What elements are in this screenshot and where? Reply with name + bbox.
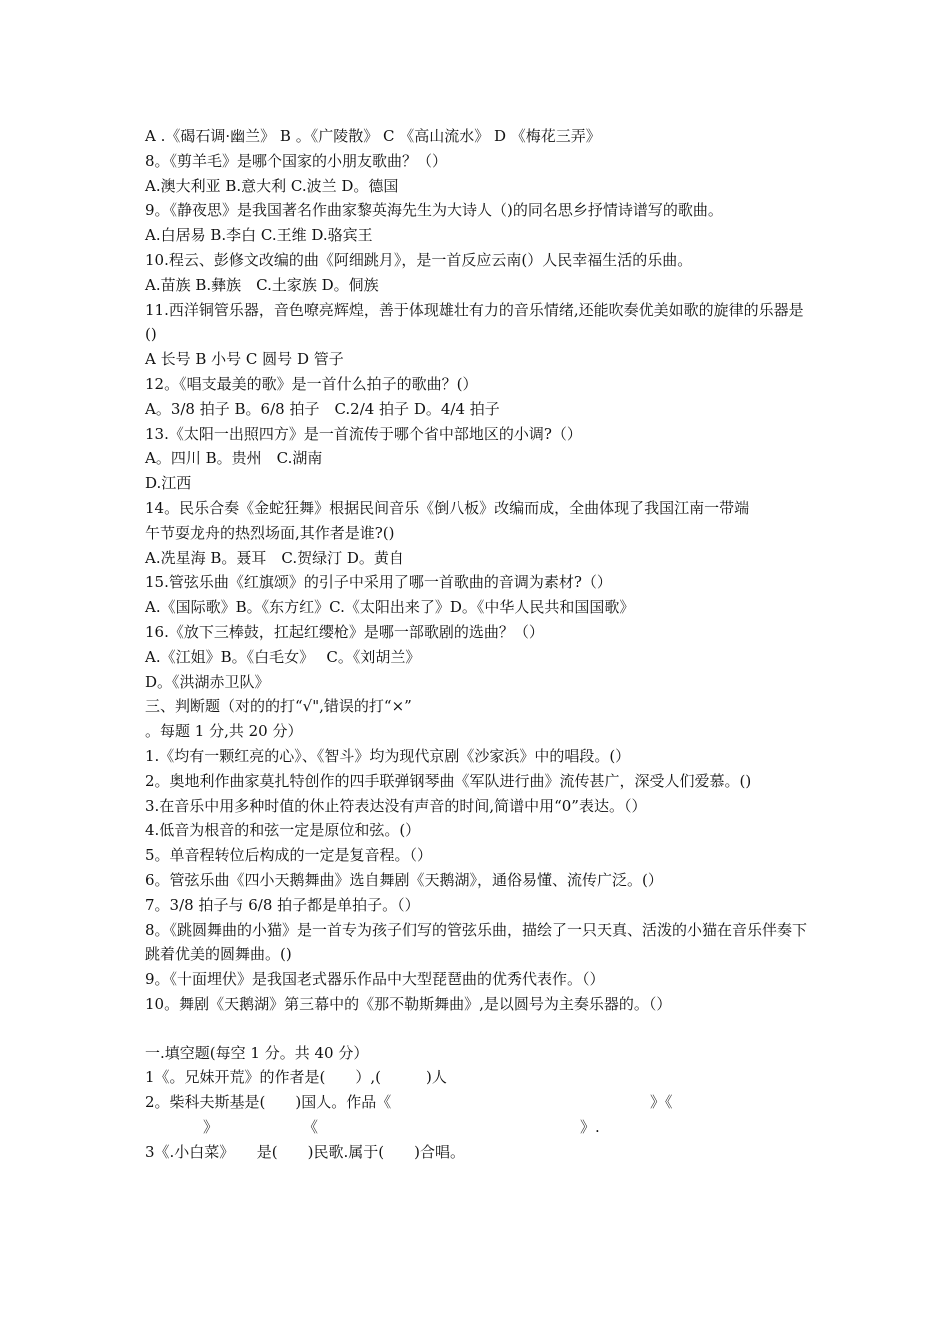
fill-q1: 1《。兄妹开荒》的作者是( ）,( )人 [145, 1068, 447, 1087]
question-16: 16.《放下三棒鼓，扛起红缨枪》是哪一部歌剧的选曲？（） [145, 622, 544, 641]
judge-1: 1.《均有一颗红亮的心》、《智斗》均为现代京剧《沙家浜》中的唱段。(） [145, 746, 631, 765]
options-q16-b: D。《洪湖赤卫队》 [145, 672, 270, 691]
question-12: 12。《唱支最美的歌》是一首什么拍子的歌曲？(） [145, 374, 478, 393]
section-3-heading-cont: 。每题 1 分,共 20 分） [145, 722, 303, 741]
option-line-q7: A .《碣石调·幽兰》 B 。《广陵散》 C 《高山流水》 D 《梅花三弄》 [145, 127, 601, 145]
section-gap [145, 1017, 815, 1041]
options-q16-a: A.《江姐》B。《白毛女》 C。《刘胡兰》 [145, 647, 421, 666]
judge-7: 7。3/8 拍子与 6/8 拍子都是单拍子。（） [145, 895, 420, 914]
question-13: 13.《太阳一出照四方》是一首流传于哪个省中部地区的小调?（） [145, 424, 582, 443]
options-q9: A.白居易 B.李白 C.王维 D.骆宾王 [145, 226, 373, 245]
question-14-cont: 午节耍龙舟的热烈场面,其作者是谁?() [145, 523, 395, 542]
question-14: 14。民乐合奏《金蛇狂舞》根据民间音乐《倒八板》改编而成，全曲体现了我国江南一带端 [145, 498, 750, 517]
fill-q2-bracket-3: 《 [303, 1118, 319, 1137]
options-q15: A.《国际歌》B。《东方红》C.《太阳出来了》D。《中华人民共和国国歌》 [145, 598, 635, 617]
fill-q2-bracket-4: 》. [580, 1118, 600, 1137]
fill-q2-bracket-2: 》 [203, 1118, 219, 1137]
judge-8: 8。《跳圆舞曲的小猫》是一首专为孩子们写的管弦乐曲，描绘了一只天真、活泼的小猫在音乐伴奏下跳着优美的圆舞曲。() [145, 920, 808, 964]
fill-q2-line2 [145, 1115, 815, 1140]
fill-q2-bracket-1: 》《 [650, 1093, 673, 1112]
question-8: 8。《剪羊毛》是哪个国家的小朋友歌曲？（） [145, 151, 448, 170]
judge-6: 6。管弦乐曲《四小天鹅舞曲》选自舞剧《天鹅湖》，通俗易懂、流传广泛。(） [145, 870, 663, 889]
fill-section-heading: 一.填空题(每空 1 分。共 40 分） [145, 1043, 369, 1062]
options-q10: A.苗族 B.彝族 C.土家族 D。侗族 [145, 275, 379, 294]
question-9: 9。《静夜思》是我国著名作曲家黎英海先生为大诗人（)的同名思乡抒情诗谱写的歌曲。 [145, 201, 723, 220]
options-q13-a: A。四川 B。贵州 C.湖南 [145, 449, 323, 468]
judge-4: 4.低音为根音的和弦一定是原位和弦。(） [145, 821, 421, 840]
question-10: 10.程云、彭修文改编的曲《阿细跳月》，是一首反应云南(）人民幸福生活的乐曲。 [145, 250, 693, 269]
judge-2: 2。奥地利作曲家莫扎特创作的四手联弹钢琴曲《军队进行曲》流传甚广，深受人们爱慕。() [145, 771, 752, 790]
options-q13-b: D.江西 [145, 474, 192, 493]
judge-9: 9。《十面埋伏》是我国老式器乐作品中大型琵琶曲的优秀代表作。（） [145, 970, 605, 989]
judge-5: 5。单音程转位后构成的一定是复音程。（） [145, 846, 433, 865]
options-q8: A.澳大利亚 B.意大利 C.波兰 D。德国 [145, 176, 399, 195]
fill-q2-line1 [145, 1090, 815, 1115]
options-q14: A.冼星海 B。聂耳 C.贺绿汀 D。黄自 [145, 548, 404, 567]
options-q12: A。3/8 拍子 B。6/8 拍子 C.2/4 拍子 D。4/4 拍子 [145, 399, 500, 418]
section-3-heading: 三、判断题（对的的打“√",错误的打“×” [145, 697, 412, 716]
judge-3: 3.在音乐中用多种时值的休止符表达没有声音的时间,简谱中用“0”表达。（） [145, 796, 647, 815]
question-15: 15.管弦乐曲《红旗颂》的引子中采用了哪一首歌曲的音调为素材?（） [145, 573, 612, 592]
fill-q3: 3《.小白菜》 是( )民歌.属于( )合唱。 [145, 1142, 465, 1161]
judge-10: 10。舞剧《天鹅湖》第三幕中的《那不勒斯舞曲》,是以圆号为主奏乐器的。（） [145, 994, 672, 1013]
question-11: 11.西洋铜管乐器，音色嘹亮辉煌，善于体现雄壮有力的音乐情绪,还能吹奏优美如歌的旋律的乐器是() [145, 300, 804, 344]
document-body [145, 124, 815, 1165]
fill-q2-text: 2。柴科夫斯基是( )国人。作品《 [145, 1093, 392, 1112]
options-q11: A 长号 B 小号 C 圆号 D 管子 [145, 350, 344, 369]
